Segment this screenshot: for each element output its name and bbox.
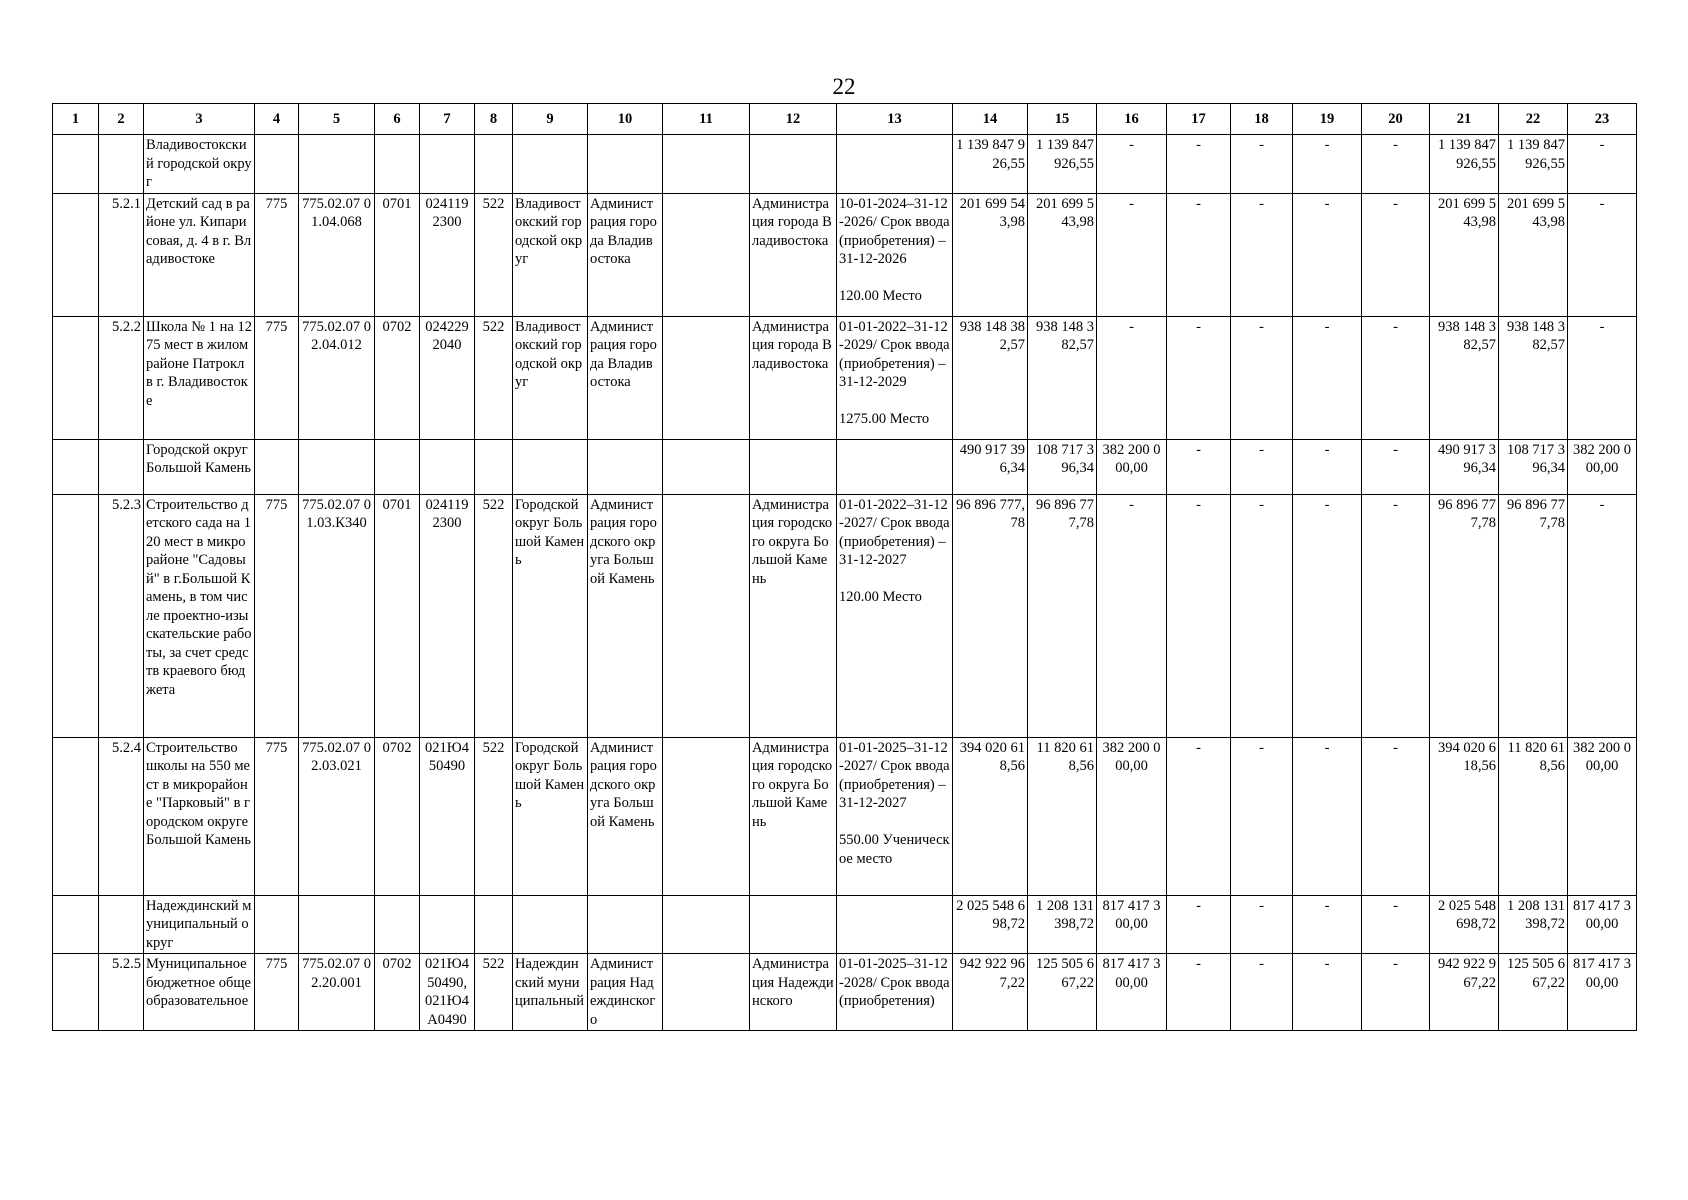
- cell-col-16: -: [1097, 494, 1167, 737]
- column-header-7: 7: [420, 104, 475, 135]
- cell-col-4: 775: [255, 737, 299, 895]
- cell-col-12: [750, 135, 837, 194]
- cell-col-23: -: [1568, 316, 1637, 439]
- cell-col-17: -: [1167, 737, 1231, 895]
- cell-col-7: 021Ю4 50490: [420, 737, 475, 895]
- cell-col-1: [53, 439, 99, 494]
- cell-col-21: 490 917 396,34: [1430, 439, 1499, 494]
- cell-col-13: 01-01-2025–31-12-2028/ Срок ввода (приобретения): [837, 954, 953, 1031]
- cell-col-9: [513, 135, 588, 194]
- column-header-1: 1: [53, 104, 99, 135]
- cell-col-22: 938 148 382,57: [1499, 316, 1568, 439]
- cell-col-11: [663, 316, 750, 439]
- column-header-8: 8: [475, 104, 513, 135]
- cell-col-15: 11 820 618,56: [1028, 737, 1097, 895]
- cell-col-18: -: [1231, 895, 1293, 954]
- cell-col-21: 1 139 847 926,55: [1430, 135, 1499, 194]
- cell-col-19: -: [1293, 494, 1362, 737]
- cell-col-18: -: [1231, 193, 1293, 316]
- column-header-18: 18: [1231, 104, 1293, 135]
- cell-col-6: 0702: [375, 954, 420, 1031]
- column-header-22: 22: [1499, 104, 1568, 135]
- cell-col-1: [53, 954, 99, 1031]
- cell-col-10: Администрация городского округа Большой Камень: [588, 494, 663, 737]
- cell-col-17: -: [1167, 494, 1231, 737]
- cell-col-20: -: [1362, 954, 1430, 1031]
- column-header-9: 9: [513, 104, 588, 135]
- cell-col-6: 0701: [375, 494, 420, 737]
- cell-col-23: -: [1568, 193, 1637, 316]
- cell-col-16: 817 417 300,00: [1097, 895, 1167, 954]
- cell-col-12: Администрация Надеждинского: [750, 954, 837, 1031]
- cell-col-4: [255, 135, 299, 194]
- cell-col-19: -: [1293, 954, 1362, 1031]
- cell-col-14: 201 699 543,98: [953, 193, 1028, 316]
- cell-col-5: 775.02.07 02.04.012: [299, 316, 375, 439]
- cell-col-5: [299, 135, 375, 194]
- budget-table: [52, 103, 1637, 1031]
- cell-col-10: [588, 439, 663, 494]
- cell-col-14: 1 139 847 926,55: [953, 135, 1028, 194]
- cell-col-1: [53, 135, 99, 194]
- cell-col-14: 2 025 548 698,72: [953, 895, 1028, 954]
- cell-col-14: 394 020 618,56: [953, 737, 1028, 895]
- cell-col-21: 2 025 548 698,72: [1430, 895, 1499, 954]
- cell-col-10: Администрация Надеждинского: [588, 954, 663, 1031]
- cell-col-13: 01-01-2022–31-12-2027/ Срок ввода (приобретения) – 31-12-2027 120.00 Место: [837, 494, 953, 737]
- cell-col-9: [513, 439, 588, 494]
- column-header-16: 16: [1097, 104, 1167, 135]
- cell-col-16: 817 417 300,00: [1097, 954, 1167, 1031]
- cell-col-18: -: [1231, 439, 1293, 494]
- cell-col-20: -: [1362, 737, 1430, 895]
- header-row: [53, 104, 1637, 135]
- cell-col-20: -: [1362, 316, 1430, 439]
- cell-col-12: Администрация городского округа Большой Камень: [750, 494, 837, 737]
- cell-col-10: [588, 895, 663, 954]
- cell-col-6: [375, 439, 420, 494]
- cell-col-16: 382 200 000,00: [1097, 737, 1167, 895]
- cell-col-7: [420, 895, 475, 954]
- cell-col-18: -: [1231, 494, 1293, 737]
- cell-col-3: Владивостокский городской округ: [144, 135, 255, 194]
- cell-col-22: 108 717 396,34: [1499, 439, 1568, 494]
- cell-col-21: 96 896 777,78: [1430, 494, 1499, 737]
- cell-col-2: 5.2.5: [99, 954, 144, 1031]
- table-row: [53, 954, 1637, 1031]
- cell-col-17: -: [1167, 954, 1231, 1031]
- cell-col-13: [837, 439, 953, 494]
- cell-col-8: [475, 895, 513, 954]
- column-header-20: 20: [1362, 104, 1430, 135]
- cell-col-2: [99, 895, 144, 954]
- column-header-2: 2: [99, 104, 144, 135]
- cell-col-22: 201 699 543,98: [1499, 193, 1568, 316]
- cell-col-10: Администрация городского округа Большой Камень: [588, 737, 663, 895]
- cell-col-12: Администрация городского округа Большой Камень: [750, 737, 837, 895]
- cell-col-23: 817 417 300,00: [1568, 895, 1637, 954]
- cell-col-15: 108 717 396,34: [1028, 439, 1097, 494]
- cell-col-13: [837, 895, 953, 954]
- cell-col-8: [475, 439, 513, 494]
- cell-col-10: Администрация города Владивостока: [588, 193, 663, 316]
- cell-col-8: 522: [475, 193, 513, 316]
- cell-col-18: -: [1231, 316, 1293, 439]
- cell-col-13: 01-01-2025–31-12-2027/ Срок ввода (приобретения) – 31-12-2027 550.00 Ученическое место: [837, 737, 953, 895]
- cell-col-10: [588, 135, 663, 194]
- cell-col-19: -: [1293, 135, 1362, 194]
- cell-col-2: [99, 135, 144, 194]
- cell-col-5: 775.02.07 02.03.021: [299, 737, 375, 895]
- cell-col-6: 0701: [375, 193, 420, 316]
- cell-col-8: 522: [475, 316, 513, 439]
- cell-col-1: [53, 494, 99, 737]
- cell-col-3: Детский сад в районе ул. Кипарисовая, д. 4 в г. Владивостоке: [144, 193, 255, 316]
- column-header-21: 21: [1430, 104, 1499, 135]
- group-row: [53, 439, 1637, 494]
- cell-col-4: [255, 895, 299, 954]
- cell-col-5: 775.02.07 01.03.К340: [299, 494, 375, 737]
- cell-col-12: [750, 439, 837, 494]
- cell-col-20: -: [1362, 193, 1430, 316]
- group-row: [53, 895, 1637, 954]
- cell-col-5: 775.02.07 02.20.001: [299, 954, 375, 1031]
- cell-col-14: 938 148 382,57: [953, 316, 1028, 439]
- cell-col-1: [53, 193, 99, 316]
- cell-col-4: 775: [255, 316, 299, 439]
- cell-col-9: [513, 895, 588, 954]
- cell-col-23: 817 417 300,00: [1568, 954, 1637, 1031]
- column-header-12: 12: [750, 104, 837, 135]
- column-header-14: 14: [953, 104, 1028, 135]
- cell-col-7: 024119 2300: [420, 494, 475, 737]
- cell-col-2: [99, 439, 144, 494]
- cell-col-7: 024229 2040: [420, 316, 475, 439]
- cell-col-15: 1 208 131 398,72: [1028, 895, 1097, 954]
- column-header-6: 6: [375, 104, 420, 135]
- cell-col-22: 125 505 667,22: [1499, 954, 1568, 1031]
- table-row: [53, 193, 1637, 316]
- cell-col-1: [53, 895, 99, 954]
- cell-col-6: [375, 135, 420, 194]
- column-header-11: 11: [663, 104, 750, 135]
- cell-col-15: 938 148 382,57: [1028, 316, 1097, 439]
- column-header-5: 5: [299, 104, 375, 135]
- cell-col-9: Владивостокский городской округ: [513, 193, 588, 316]
- cell-col-20: -: [1362, 494, 1430, 737]
- cell-col-3: Школа № 1 на 1275 мест в жилом районе Патрокл в г. Владивостоке: [144, 316, 255, 439]
- table-row: [53, 737, 1637, 895]
- cell-col-15: 125 505 667,22: [1028, 954, 1097, 1031]
- cell-col-2: 5.2.4: [99, 737, 144, 895]
- cell-col-11: [663, 193, 750, 316]
- cell-col-9: Городской округ Большой Камень: [513, 737, 588, 895]
- cell-col-4: 775: [255, 494, 299, 737]
- cell-col-3: Строительство школы на 550 мест в микрорайоне "Парковый" в городском округе Большой Камень: [144, 737, 255, 895]
- cell-col-21: 942 922 967,22: [1430, 954, 1499, 1031]
- cell-col-14: 942 922 967,22: [953, 954, 1028, 1031]
- cell-col-12: Администрация города Владивостока: [750, 316, 837, 439]
- cell-col-19: -: [1293, 895, 1362, 954]
- cell-col-10: Администрация города Владивостока: [588, 316, 663, 439]
- table-row: [53, 494, 1637, 737]
- cell-col-15: 1 139 847 926,55: [1028, 135, 1097, 194]
- cell-col-5: 775.02.07 01.04.068: [299, 193, 375, 316]
- cell-col-15: 96 896 777,78: [1028, 494, 1097, 737]
- cell-col-6: 0702: [375, 316, 420, 439]
- cell-col-17: -: [1167, 316, 1231, 439]
- group-row: [53, 135, 1637, 194]
- cell-col-9: Владивостокский городской округ: [513, 316, 588, 439]
- cell-col-17: -: [1167, 895, 1231, 954]
- cell-col-6: [375, 895, 420, 954]
- cell-col-6: 0702: [375, 737, 420, 895]
- cell-col-14: 96 896 777,78: [953, 494, 1028, 737]
- cell-col-4: 775: [255, 193, 299, 316]
- cell-col-16: -: [1097, 135, 1167, 194]
- cell-col-3: Городской округ Большой Камень: [144, 439, 255, 494]
- cell-col-17: -: [1167, 135, 1231, 194]
- cell-col-8: 522: [475, 494, 513, 737]
- cell-col-3: Муниципальное бюджетное общеобразовательное: [144, 954, 255, 1031]
- cell-col-22: 11 820 618,56: [1499, 737, 1568, 895]
- cell-col-23: -: [1568, 135, 1637, 194]
- column-header-13: 13: [837, 104, 953, 135]
- cell-col-14: 490 917 396,34: [953, 439, 1028, 494]
- cell-col-21: 938 148 382,57: [1430, 316, 1499, 439]
- cell-col-19: -: [1293, 439, 1362, 494]
- cell-col-19: -: [1293, 193, 1362, 316]
- cell-col-19: -: [1293, 737, 1362, 895]
- cell-col-7: [420, 439, 475, 494]
- cell-col-8: [475, 135, 513, 194]
- cell-col-5: [299, 895, 375, 954]
- cell-col-20: -: [1362, 895, 1430, 954]
- cell-col-8: 522: [475, 954, 513, 1031]
- column-header-19: 19: [1293, 104, 1362, 135]
- column-header-23: 23: [1568, 104, 1637, 135]
- cell-col-17: -: [1167, 193, 1231, 316]
- cell-col-11: [663, 135, 750, 194]
- cell-col-15: 201 699 543,98: [1028, 193, 1097, 316]
- cell-col-13: [837, 135, 953, 194]
- cell-col-13: 10-01-2024–31-12-2026/ Срок ввода (приобретения) – 31-12-2026 120.00 Место: [837, 193, 953, 316]
- cell-col-2: 5.2.3: [99, 494, 144, 737]
- cell-col-4: [255, 439, 299, 494]
- cell-col-11: [663, 954, 750, 1031]
- column-header-3: 3: [144, 104, 255, 135]
- cell-col-1: [53, 737, 99, 895]
- cell-col-23: -: [1568, 494, 1637, 737]
- cell-col-7: 024119 2300: [420, 193, 475, 316]
- cell-col-5: [299, 439, 375, 494]
- cell-col-11: [663, 737, 750, 895]
- cell-col-22: 96 896 777,78: [1499, 494, 1568, 737]
- cell-col-23: 382 200 000,00: [1568, 737, 1637, 895]
- cell-col-8: 522: [475, 737, 513, 895]
- cell-col-12: Администрация города Владивостока: [750, 193, 837, 316]
- cell-col-18: -: [1231, 954, 1293, 1031]
- cell-col-2: 5.2.1: [99, 193, 144, 316]
- cell-col-19: -: [1293, 316, 1362, 439]
- column-header-10: 10: [588, 104, 663, 135]
- column-header-17: 17: [1167, 104, 1231, 135]
- cell-col-4: 775: [255, 954, 299, 1031]
- cell-col-22: 1 139 847 926,55: [1499, 135, 1568, 194]
- cell-col-2: 5.2.2: [99, 316, 144, 439]
- cell-col-12: [750, 895, 837, 954]
- table-body: [53, 135, 1637, 1031]
- cell-col-18: -: [1231, 135, 1293, 194]
- column-header-15: 15: [1028, 104, 1097, 135]
- page-number: 22: [832, 74, 856, 99]
- cell-col-16: -: [1097, 193, 1167, 316]
- cell-col-23: 382 200 000,00: [1568, 439, 1637, 494]
- cell-col-20: -: [1362, 135, 1430, 194]
- cell-col-11: [663, 895, 750, 954]
- cell-col-13: 01-01-2022–31-12-2029/ Срок ввода (приобретения) – 31-12-2029 1275.00 Место: [837, 316, 953, 439]
- cell-col-21: 201 699 543,98: [1430, 193, 1499, 316]
- cell-col-16: 382 200 000,00: [1097, 439, 1167, 494]
- cell-col-11: [663, 439, 750, 494]
- cell-col-20: -: [1362, 439, 1430, 494]
- cell-col-9: Надеждинский муниципальный: [513, 954, 588, 1031]
- column-header-4: 4: [255, 104, 299, 135]
- cell-col-11: [663, 494, 750, 737]
- cell-col-7: [420, 135, 475, 194]
- cell-col-17: -: [1167, 439, 1231, 494]
- cell-col-3: Строительство детского сада на 120 мест в микрорайоне "Садовый" в г.Большой Камень, в том числе проектно-изыскательские работы, за счет средств краевого бюджета: [144, 494, 255, 737]
- table-row: [53, 316, 1637, 439]
- cell-col-9: Городской округ Большой Камень: [513, 494, 588, 737]
- cell-col-21: 394 020 618,56: [1430, 737, 1499, 895]
- cell-col-18: -: [1231, 737, 1293, 895]
- cell-col-3: Надеждинский муниципальный округ: [144, 895, 255, 954]
- cell-col-22: 1 208 131 398,72: [1499, 895, 1568, 954]
- cell-col-7: 021Ю4 50490, 021Ю4 А0490: [420, 954, 475, 1031]
- cell-col-1: [53, 316, 99, 439]
- cell-col-16: -: [1097, 316, 1167, 439]
